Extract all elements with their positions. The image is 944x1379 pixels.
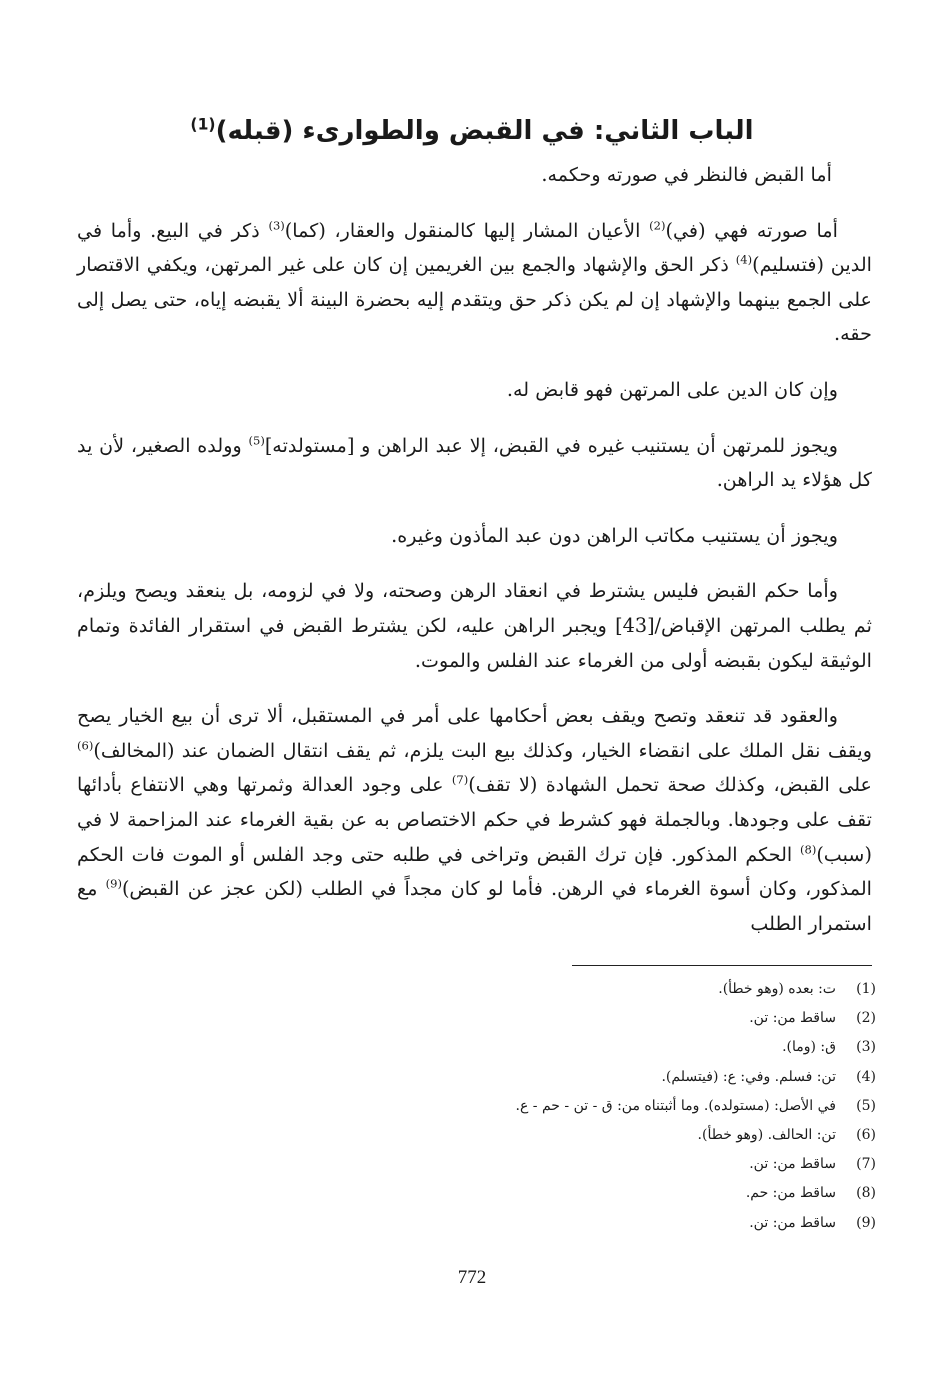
footnote-text: تن: الحالف. (وهو خطأ). <box>697 1127 836 1144</box>
footnote <box>316 1033 876 1062</box>
text-run: على القبض، وكذلك صحة تحمل الشهادة (لا تقف) <box>468 773 872 797</box>
footnote <box>316 1209 876 1238</box>
paragraph <box>77 214 872 352</box>
footnote-number: (3) <box>856 1039 876 1056</box>
footnote-ref: (7) <box>451 772 469 787</box>
text-run: ذكر في البيع. وأما في الدين (فتسليم) <box>77 218 872 277</box>
footnote-number: (2) <box>856 1010 876 1027</box>
text-run: الأعيان المشار إليها كالمنقول والعقار، (كما) <box>284 218 650 242</box>
text-run: وأما حكم القبض فليس يشترط في انعقاد الرهن وصحته، ولا في لزومه، بل ينعقد ويصح ويلزم، ثم يطلب المرتهن الإقباض/[43] ويجبر الراهن عليه، لكن يشترط القبض في استقرار الفائدة وتمام الوثيقة ليكون بقبضه أولى من الغرماء عند الفلس والموت. <box>77 579 872 672</box>
text-run: وولده الصغير، لأن يد كل هؤلاء يد الراهن. <box>77 433 872 492</box>
text-run: الحكم المذكور. فإن ترك القبض وتراخى في طلبه حتى وجد الفلس أو الموت فات الحكم المذكور، وكان أسوة الغرماء في الرهن. فأما لو كان مجداً في الطلب (لكن عجز عن القبض) <box>77 842 873 901</box>
footnote-text: تن: فسلم. وفي: ع: (فيتسلم). <box>661 1068 836 1085</box>
footnotes <box>316 975 876 1238</box>
page-number: 772 <box>457 1267 487 1288</box>
footnote-text: في الأصل: (مستولده). وما أثبتناه من: ق - تن - حم - ع. <box>515 1097 836 1114</box>
footnote-text: ت: بعده (وهو خطأ). <box>718 981 836 997</box>
footnote <box>316 975 876 1004</box>
paragraph <box>77 158 872 193</box>
footnote-ref: (9) <box>105 876 122 891</box>
footnote-ref: (3) <box>268 218 285 233</box>
text-run: ذكر الحق والإشهاد والجمع بين الغريمين إن كان على غير المرتهن، ويكفي الاقتصار على الجمع بينهما والإشهاد إن لم يكن ذكر حق ويتقدم إليه بحضرة البينة ألا يقبضه إياه، حتى يصل إلى حقه. <box>77 253 872 346</box>
text-run: أما القبض فالنظر في صورته وحكمه. <box>541 163 832 186</box>
text-run: ويجوز أن يستنيب مكاتب الراهن دون عبد المأذون وغيره. <box>391 523 838 547</box>
footnote-ref: (2) <box>649 218 666 233</box>
paragraph <box>77 519 872 554</box>
footnote <box>316 1121 876 1150</box>
text-run: على وجود العدالة وثمرتها وهي الانتفاع بأدائها تقف على وجودها. وبالجملة فهو كشرط في حكم الاختصاص به عن بقية الغرماء عند المزاحمة لا في (سبب) <box>77 773 872 866</box>
footnote-ref: (4) <box>735 252 753 267</box>
chapter-title-text: الباب الثاني: في القبض والطوارىء (قبله) <box>215 116 754 147</box>
footnote-separator <box>572 965 872 966</box>
body-text <box>77 158 872 962</box>
footnote <box>316 1004 876 1033</box>
footnote-number: (9) <box>856 1214 876 1231</box>
footnote-number: (5) <box>856 1097 876 1114</box>
text-run: أما صورته فهي (في) <box>665 218 838 242</box>
paragraph <box>77 373 872 408</box>
text-run: والعقود قد تنعقد وتصح ويقف بعض أحكامها على أمر في المستقبل، ألا ترى أن بيع الخيار يصح ويقف نقل الملك على انقضاء الخيار، وكذلك بيع البت يلزم، ثم يقف انتقال الضمان عند (المخالف) <box>77 704 872 762</box>
footnote-number: (4) <box>856 1068 876 1085</box>
chapter-title <box>60 111 884 151</box>
footnote <box>316 1179 876 1208</box>
footnote-text: ساقط من: تن. <box>749 1010 836 1027</box>
footnote <box>316 1063 876 1092</box>
footnote <box>316 1092 876 1121</box>
footnote-ref: (8) <box>799 842 817 857</box>
paragraph <box>77 574 872 678</box>
footnote-number: (8) <box>856 1185 876 1202</box>
footnote-number: (7) <box>856 1156 876 1173</box>
text-run: مع استمرار الطلب <box>77 877 872 935</box>
footnote-number: (6) <box>856 1127 876 1144</box>
footnote-text: ساقط من: تن. <box>749 1156 836 1173</box>
footnote-text: ساقط من: حم. <box>745 1185 836 1202</box>
paragraph <box>77 699 872 941</box>
footnote-ref: (5) <box>248 433 265 448</box>
text-run: وإن كان الدين على المرتهن فهو قابض له. <box>506 377 838 401</box>
footnote-ref: (6) <box>77 738 94 753</box>
paragraph <box>77 429 872 498</box>
footnote-number: (1) <box>856 981 876 997</box>
text-run: ويجوز للمرتهن أن يستنيب غيره في القبض، إلا عبد الراهن و [مستولدته] <box>264 433 838 457</box>
footnote-text: ق: (وما). <box>782 1039 836 1056</box>
chapter-title-footnote-ref: (1) <box>190 115 216 134</box>
footnote-text: ساقط من: تن. <box>749 1214 836 1231</box>
footnote <box>316 1150 876 1179</box>
